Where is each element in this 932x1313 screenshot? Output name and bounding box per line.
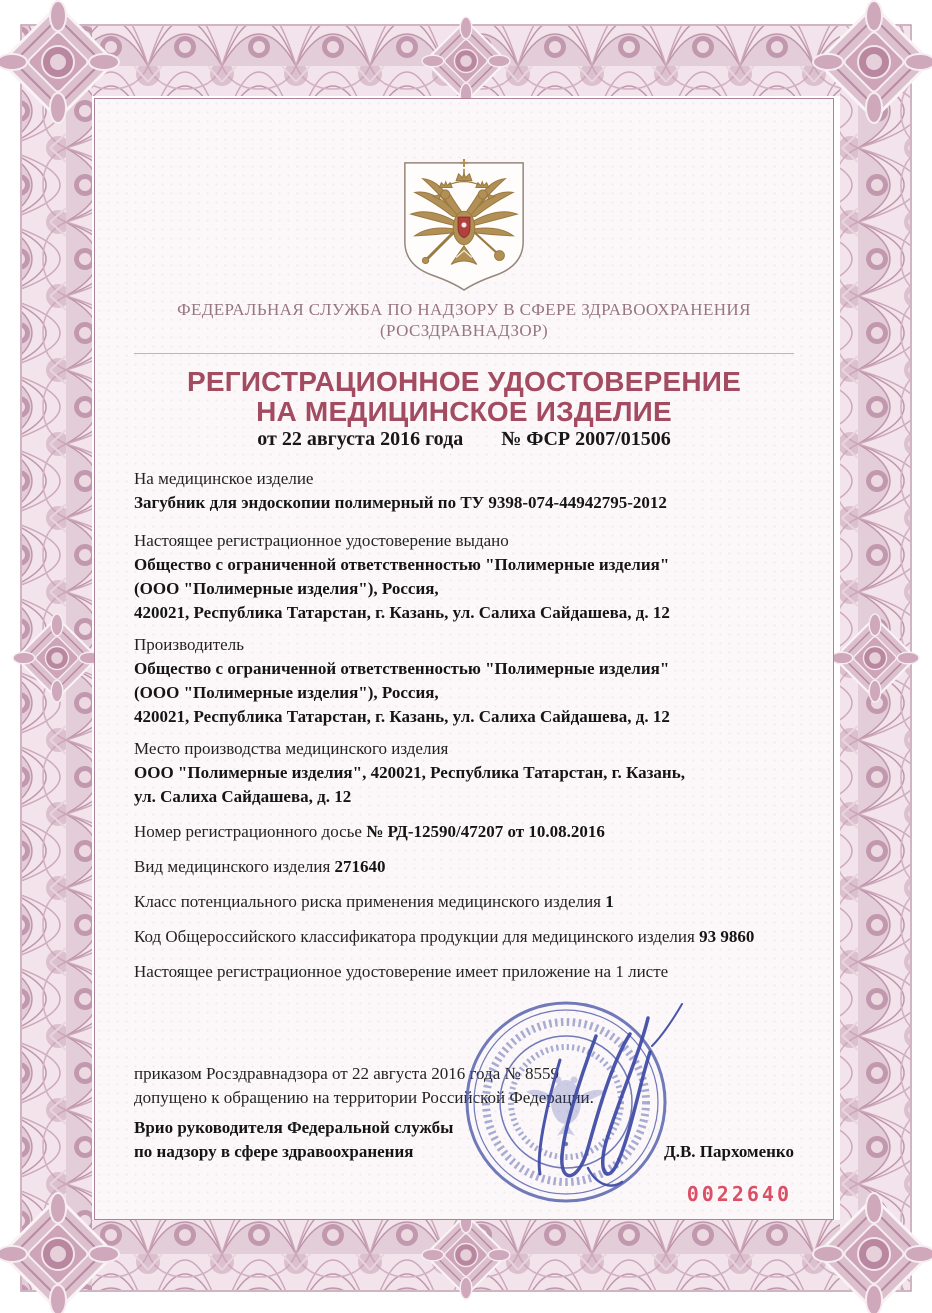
field-dossier-number: [134, 820, 794, 844]
section-value: 420021, Республика Татарстан, г. Казань, ул. Салиха Сайдашева, д. 12: [134, 603, 670, 622]
field-value: № РД-12590/47207 от 10.08.2016: [366, 822, 605, 841]
registration-number: № ФСР 2007/01506: [501, 428, 671, 450]
field-value: 271640: [334, 857, 386, 876]
section-value: ул. Салиха Сайдашева, д. 12: [134, 787, 352, 806]
russia-coat-of-arms-icon: [394, 155, 534, 293]
agency-line-1: ФЕДЕРАЛЬНАЯ СЛУЖБА ПО НАДЗОРУ В СФЕРЕ ЗДРАВООХРАНЕНИЯ: [177, 300, 751, 319]
section-production-place: [134, 737, 794, 809]
document-title: [134, 367, 794, 427]
field-label: Настоящее регистрационное удостоверение имеет приложение на 1 листе: [134, 962, 669, 981]
section-label: Производитель: [134, 635, 244, 654]
separator-line: [134, 353, 794, 354]
section-issued-to: [134, 529, 794, 625]
section-label: Настоящее регистрационное удостоверение выдано: [134, 531, 509, 550]
serial-number: 0022640: [686, 1182, 792, 1206]
field-label: Класс потенциального риска применения медицинского изделия: [134, 892, 606, 911]
section-value: Загубник для эндоскопии полимерный по ТУ 9398-074-44942795-2012: [134, 493, 667, 512]
section-label: На медицинское изделие: [134, 469, 314, 488]
field-label: Вид медицинского изделия: [134, 857, 335, 876]
issue-date: от 22 августа 2016 года: [257, 428, 464, 450]
field-value: 93 9860: [699, 927, 755, 946]
order-line-1: приказом Росздравнадзора от 22 августа 2016 года № 8559: [134, 1064, 559, 1083]
agency-line-2: (РОСЗДРАВНАДЗОР): [380, 321, 548, 340]
section-device: [134, 467, 794, 515]
official-title-line-2: по надзору в сфере здравоохранения: [134, 1142, 414, 1161]
section-value: (ООО "Полимерные изделия"), Россия,: [134, 579, 439, 598]
section-value: 420021, Республика Татарстан, г. Казань, ул. Салиха Сайдашева, д. 12: [134, 707, 670, 726]
title-line-1: РЕГИСТРАЦИОННОЕ УДОСТОВЕРЕНИЕ: [187, 366, 741, 397]
agency-name: [134, 299, 794, 341]
section-label: Место производства медицинского изделия: [134, 739, 449, 758]
official-title-line-1: Врио руководителя Федеральной службы: [134, 1118, 454, 1137]
title-line-2: НА МЕДИЦИНСКОЕ ИЗДЕЛИЕ: [256, 396, 672, 427]
field-label: Код Общероссийского классификатора продукции для медицинского изделия: [134, 927, 700, 946]
section-value: Общество с ограниченной ответственностью "Полимерные изделия": [134, 659, 670, 678]
field-risk-class: [134, 890, 794, 914]
section-value: (ООО "Полимерные изделия"), Россия,: [134, 683, 439, 702]
official-title: [134, 1116, 453, 1164]
section-value: Общество с ограниченной ответственностью "Полимерные изделия": [134, 555, 670, 574]
field-okp-code: [134, 925, 794, 949]
official-name: Д.В. Пархоменко: [664, 1142, 794, 1161]
order-line-2: допущено к обращению на территории Российской Федерации.: [134, 1088, 594, 1107]
field-label: Номер регистрационного досье: [134, 822, 367, 841]
field-device-kind: [134, 855, 794, 879]
section-value: ООО "Полимерные изделия", 420021, Республика Татарстан, г. Казань,: [134, 763, 685, 782]
title-date-row: [134, 427, 794, 451]
stamp-and-signature-overlay: [430, 975, 730, 1210]
field-value: 1: [605, 892, 614, 911]
section-manufacturer: [134, 633, 794, 729]
